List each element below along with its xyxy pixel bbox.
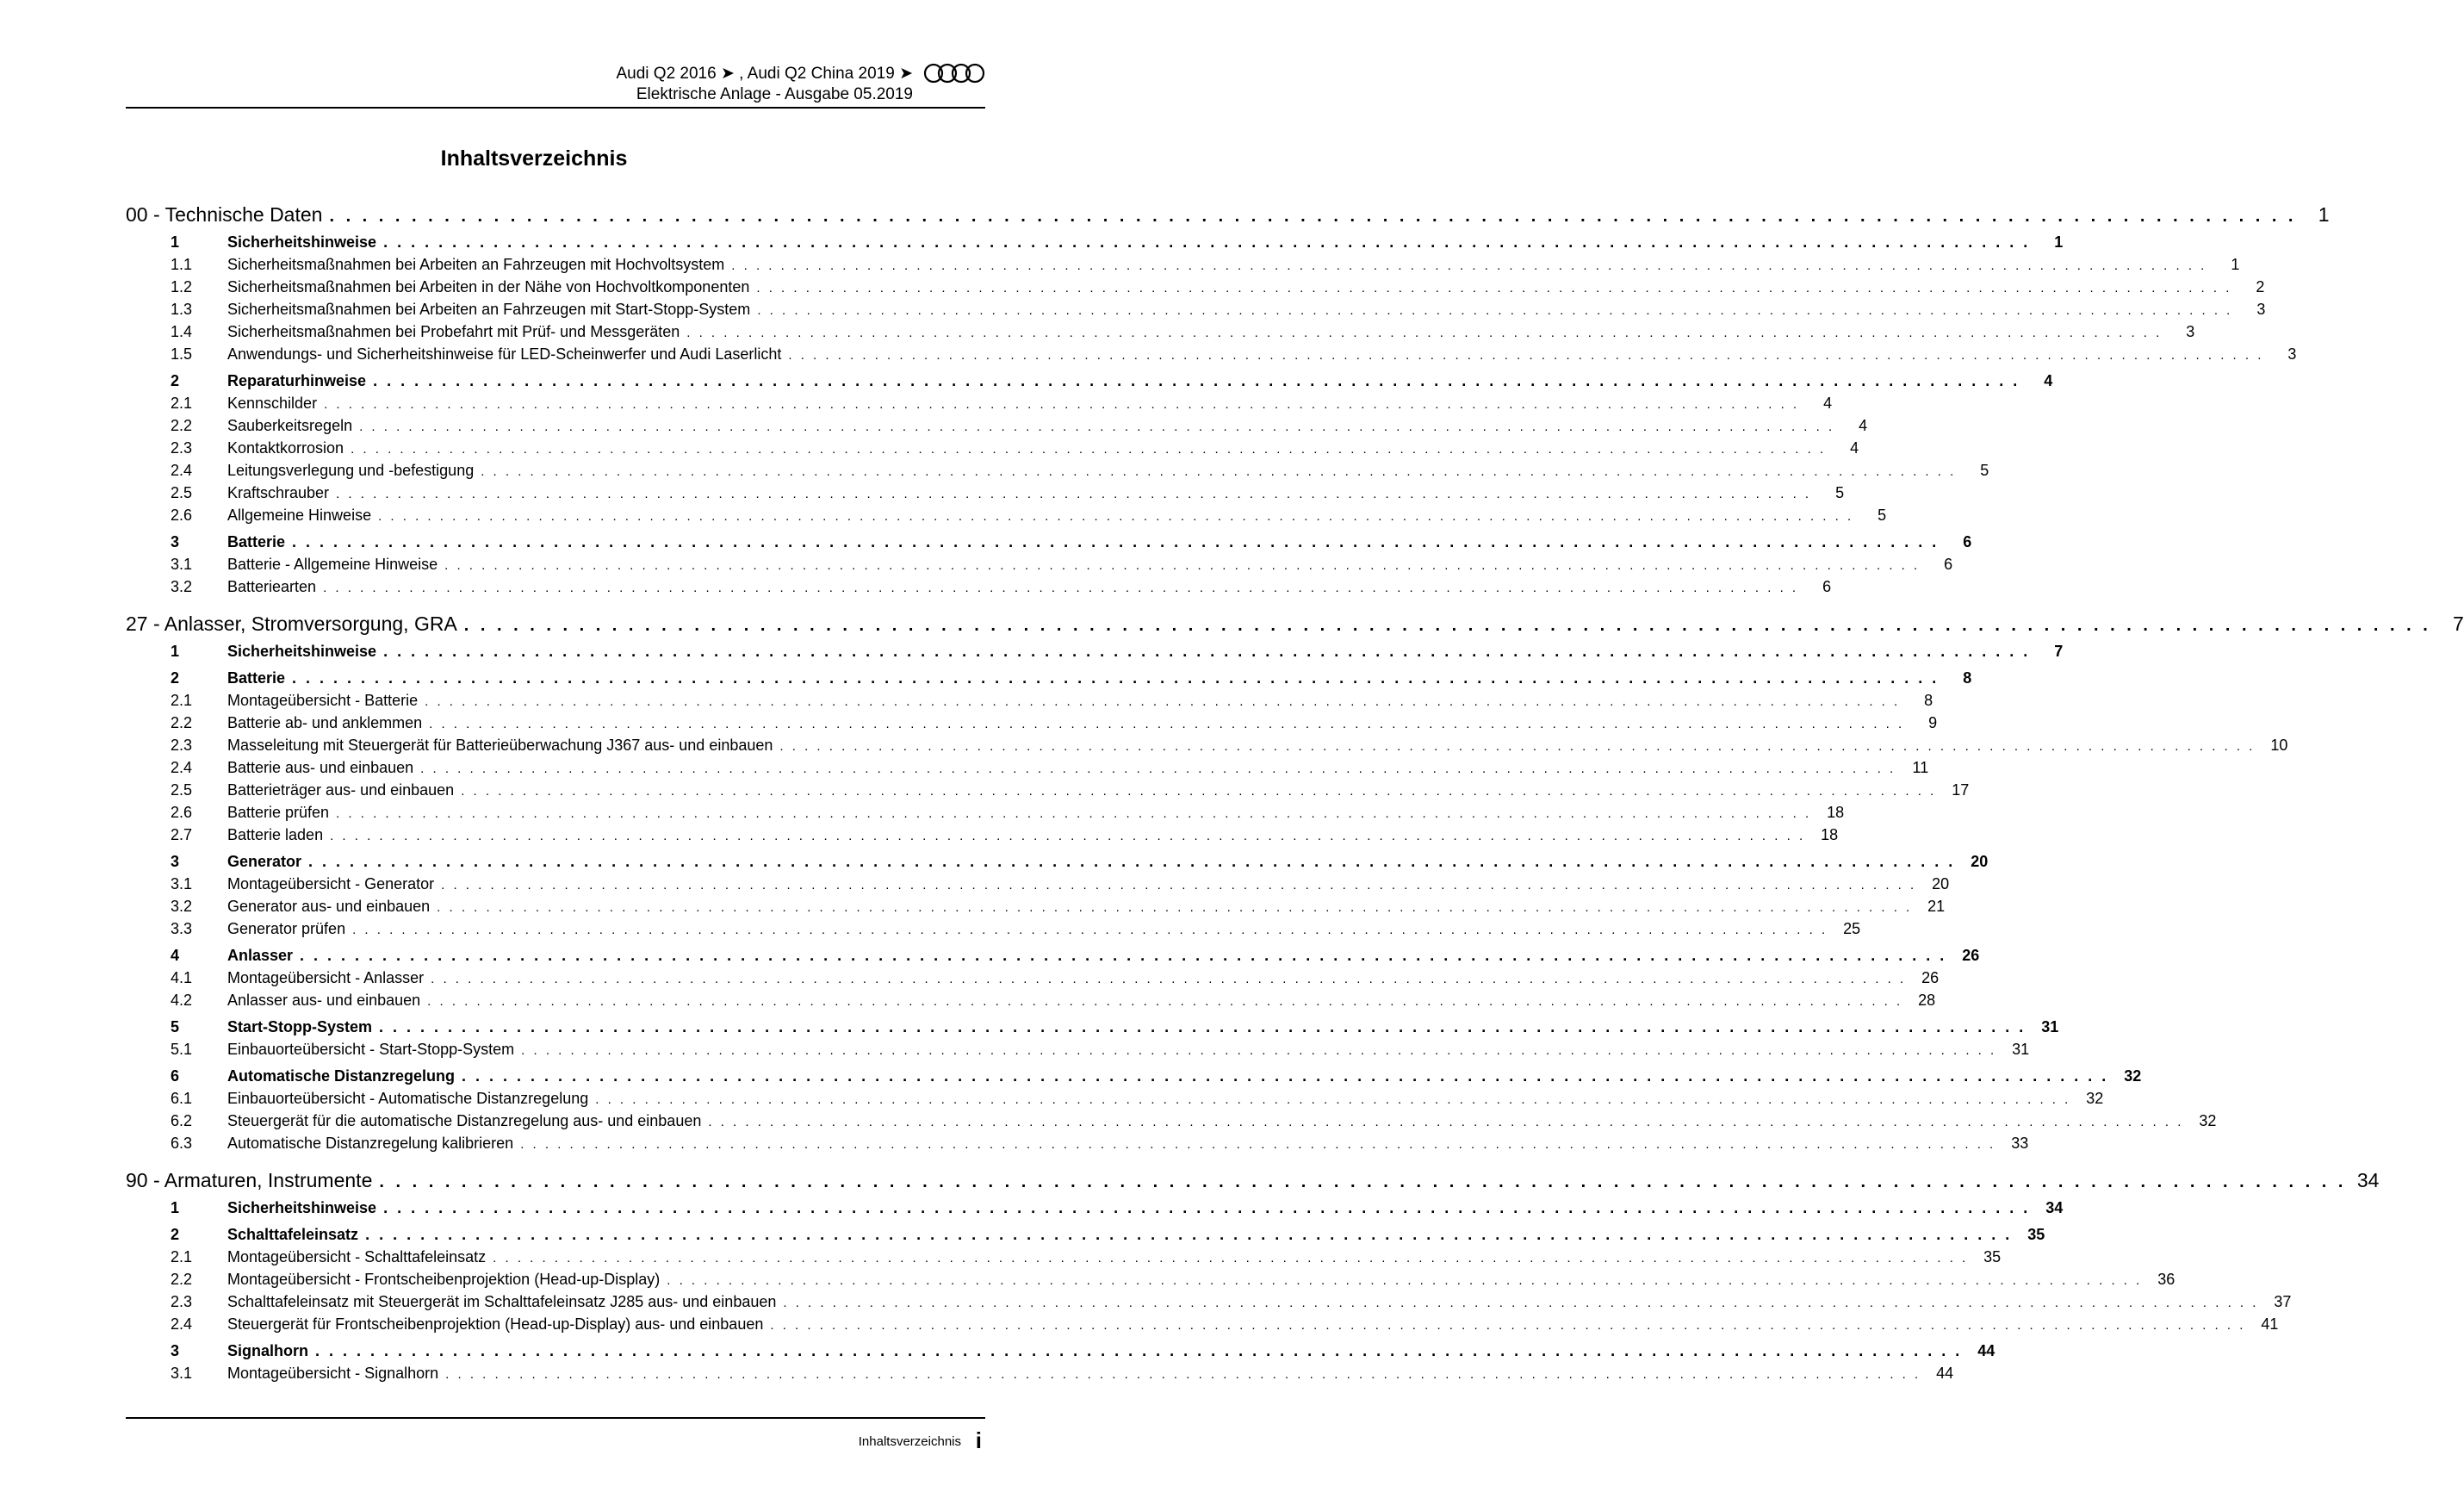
toc-sec-row[interactable] [171,1199,2064,1222]
toc-entry-label: Kontaktkorrosion [227,439,344,457]
dot-leader: . . . . . . . . . . . . . . . . . . . . . . . . . . . . . . . . . . . . . . . . . . . . . . . . . . . . . . . . . . . . . . . . . . . . . . . . . . . . . . . . . . . . . . . . . . . . . . . . . . . . . . . . . . . . . . . . . . . . . . . . [383,233,2031,251]
toc-entry-page: 18 [1827,804,1845,821]
toc-sub-row[interactable] [171,714,1938,737]
toc-sub-row[interactable] [171,781,1970,804]
dot-leader: . . . . . . . . . . . . . . . . . . . . . . . . . . . . . . . . . . . . . . . . . . . . . . . . . . . . . . . . . . . . . . . . . . . . . . . . . . . . . . . . . . . . . . . . . . . . . . . . . . . . . . . . . . . . . . . . . . . . . . . . [462,1067,2109,1085]
toc-entry-label: Montageübersicht - Schalttafeleinsatz [227,1248,487,1265]
toc-entry-label: Schalttafeleinsatz [227,1226,359,1243]
toc-entry-number: 2.1 [171,1248,193,1265]
toc-entry-page: 18 [1821,826,1839,843]
dot-leader: . . . . . . . . . . . . . . . . . . . . . . . . . . . . . . . . . . . . . . . . . . . . . . . . . . . . . . . . . . . . . . . . . . . . . . . . . . . . . . . . . . . . . . . . . . . . . . . . . . . . . . . . . . . . . . . . . . . . . . . . [779,739,2256,754]
dot-leader: . . . . . . . . . . . . . . . . . . . . . . . . . . . . . . . . . . . . . . . . . . . . . . . . . . . . . . . . . . . . . . . . . . . . . . . . . . . . . . . . . . . . . . . . . . . . . . . . . . . . . . . . . . . . . . . . . . . . . . . . [373,372,2020,389]
toc-entry-number: 4 [171,947,180,964]
toc-sub-row[interactable] [171,875,1950,898]
toc-entry-label: Allgemeine Hinweise [227,507,372,524]
toc-entry-page: 21 [1927,898,1946,915]
toc-entry-page: 35 [2027,1226,2045,1243]
toc-entry-label: Batterieträger aus- und einbauen [227,781,455,799]
toc-entry-label: Montageübersicht - Frontscheibenprojektion (Head-up-Display) [227,1271,661,1288]
toc-entry-page: 44 [1936,1365,1954,1382]
dot-leader: . . . . . . . . . . . . . . . . . . . . . . . . . . . . . . . . . . . . . . . . . . . . . . . . . . . . . . . . . . . . . . . . . . . . . . . . . . . . . . . . . . . . . . . . . . . . . . . . . . . . . . . . . . . . . . . . . . . . . . . . [461,784,1937,799]
toc-sub-row[interactable] [171,395,1833,417]
toc-sub-row[interactable] [171,1271,2175,1293]
toc-sub-row[interactable] [171,462,1989,484]
dot-leader: . . . . . . . . . . . . . . . . . . . . . . . . . . . . . . . . . . . . . . . . . . . . . . . . . . . . . . . . . . . . . . . . . . . . . . . . . . . . . . . . . . . . . . . . . . . . . . . . . . . . . . . . . . . . . . . . . . . . . . . . [352,923,1828,937]
toc-entry-number: 2.3 [171,1293,193,1310]
toc-entry-page: 3 [2287,345,2297,363]
dot-leader: . . . . . . . . . . . . . . . . . . . . . . . . . . . . . . . . . . . . . . . . . . . . . . . . . . . . . . . . . . . . . . . . . . . . . . . . . . . . . . . . . . . . . . . . . . . . . . . . . . . . . . . . . . . . . . . . . . . . . . . . [292,669,1940,687]
dot-leader: . . . . . . . . . . . . . . . . . . . . . . . . . . . . . . . . . . . . . . . . . . . . . . . . . . . . . . . . . . . . . . . . . . . . . . . . . . . . . . . . . . . . . . . . . . . . . . . . . . . . . . . . . . . . . . . . . . . . . . . . [383,643,2031,660]
dot-leader: . . . . . . . . . . . . . . . . . . . . . . . . . . . . . . . . . . . . . . . . . . . . . . . . . . . . . . . . . . . . . . . . . . . . . . . . . . . . . . . . . . . . . . . . . . . . . . . . . . . . . . . . . . . . . . . . . . . . . . . . [379,1172,2347,1191]
toc-entry-page: 5 [1980,462,1989,479]
toc-sub-row[interactable] [171,1365,1954,1387]
toc-entry-label: Anlasser [227,947,294,964]
footer-page-number: i [975,1427,982,1453]
toc-entry-number: 6.2 [171,1112,193,1129]
toc-sub-row[interactable] [171,1112,2217,1135]
toc-entry-number: 5.1 [171,1041,193,1058]
dot-leader: . . . . . . . . . . . . . . . . . . . . . . . . . . . . . . . . . . . . . . . . . . . . . . . . . . . . . . . . . . . . . . . . . . . . . . . . . . . . . . . . . . . . . . . . . . . . . . . . . . . . . . . . . . . . . . . . . . . . . . . . [379,1018,2026,1035]
toc-sub-row[interactable] [171,1090,2104,1112]
toc-sub-row[interactable] [171,804,1845,826]
toc-sub-row[interactable] [171,692,1933,714]
toc-entry-label: Anlasser aus- und einbauen [227,992,421,1009]
toc-sec-row[interactable] [171,669,1972,692]
dot-leader: . . . . . . . . . . . . . . . . . . . . . . . . . . . . . . . . . . . . . . . . . . . . . . . . . . . . . . . . . . . . . . . . . . . . . . . . . . . . . . . . . . . . . . . . . . . . . . . . . . . . . . . . . . . . . . . . . . . . . . . . [383,1199,2031,1216]
toc-entry-number: 3 [171,853,180,870]
dot-leader: . . . . . . . . . . . . . . . . . . . . . . . . . . . . . . . . . . . . . . . . . . . . . . . . . . . . . . . . . . . . . . . . . . . . . . . . . . . . . . . . . . . . . . . . . . . . . . . . . . . . . . . . . . . . . . . . . . . . . . . . [329,207,2297,226]
toc-entry-page: 8 [1924,692,1933,709]
dot-leader: . . . . . . . . . . . . . . . . . . . . . . . . . . . . . . . . . . . . . . . . . . . . . . . . . . . . . . . . . . . . . . . . . . . . . . . . . . . . . . . . . . . . . . . . . . . . . . . . . . . . . . . . . . . . . . . . . . . . . . . . [481,464,1957,479]
toc-sub-row[interactable] [171,898,1946,920]
toc-entry-label: Einbauorteübersicht - Automatische Distanzregelung [227,1090,589,1107]
dot-leader: . . . . . . . . . . . . . . . . . . . . . . . . . . . . . . . . . . . . . . . . . . . . . . . . . . . . . . . . . . . . . . . . . . . . . . . . . . . . . . . . . . . . . . . . . . . . . . . . . . . . . . . . . . . . . . . . . . . . . . . . [292,533,1940,550]
toc-sub-row[interactable] [171,301,2266,323]
toc-entry-label: Anwendungs- und Sicherheitshinweise für LED-Scheinwerfer und Audi Laserlicht [227,345,782,363]
page-footer [126,1417,985,1453]
dot-leader: . . . . . . . . . . . . . . . . . . . . . . . . . . . . . . . . . . . . . . . . . . . . . . . . . . . . . . . . . . . . . . . . . . . . . . . . . . . . . . . . . . . . . . . . . . . . . . . . . . . . . . . . . . . . . . . . . . . . . . . . [359,420,1835,434]
toc-entry-label: Sicherheitsmaßnahmen bei Arbeiten an Fahrzeugen mit Hochvoltsystem [227,256,725,273]
dot-leader: . . . . . . . . . . . . . . . . . . . . . . . . . . . . . . . . . . . . . . . . . . . . . . . . . . . . . . . . . . . . . . . . . . . . . . . . . . . . . . . . . . . . . . . . . . . . . . . . . . . . . . . . . . . . . . . . . . . . . . . . [595,1092,2071,1107]
toc-entry-page: 34 [2045,1199,2064,1216]
dot-leader: . . . . . . . . . . . . . . . . . . . . . . . . . . . . . . . . . . . . . . . . . . . . . . . . . . . . . . . . . . . . . . . . . . . . . . . . . . . . . . . . . . . . . . . . . . . . . . . . . . . . . . . . . . . . . . . . . . . . . . . . [323,581,1799,595]
toc-entry-number: 3.1 [171,875,193,892]
toc-sub-row[interactable] [171,345,2297,368]
toc-entry-number: 2.7 [171,826,193,843]
toc-sec-row[interactable] [171,853,1989,875]
toc-entry-page: 3 [2256,301,2266,318]
toc-entry-label: Kennschilder [227,395,318,412]
toc-entry-number: 3.1 [171,1365,193,1382]
toc-entry-number: 4.1 [171,969,193,986]
dot-leader: . . . . . . . . . . . . . . . . . . . . . . . . . . . . . . . . . . . . . . . . . . . . . . . . . . . . . . . . . . . . . . . . . . . . . . . . . . . . . . . . . . . . . . . . . . . . . . . . . . . . . . . . . . . . . . . . . . . . . . . . [425,694,1901,709]
toc-entry-label: 00 - Technische Daten [126,203,323,226]
dot-leader: . . . . . . . . . . . . . . . . . . . . . . . . . . . . . . . . . . . . . . . . . . . . . . . . . . . . . . . . . . . . . . . . . . . . . . . . . . . . . . . . . . . . . . . . . . . . . . . . . . . . . . . . . . . . . . . . . . . . . . . . [463,616,2431,635]
toc-sub-row[interactable] [171,1041,2030,1063]
toc-chapter-row[interactable] [126,612,2464,638]
toc-entry-label: Steuergerät für Frontscheibenprojektion (Head-up-Display) aus- und einbauen [227,1315,764,1333]
toc-entry-number: 2.2 [171,417,193,434]
toc-entry-number: 1 [171,643,180,660]
toc-entry-label: Generator [227,853,302,870]
toc-entry-label: Sicherheitshinweise [227,1199,377,1216]
toc-entry-number: 3 [171,533,180,550]
audi-rings-logo-icon [923,62,985,84]
toc-entry-page: 4 [1850,439,1859,457]
toc-entry-label: Montageübersicht - Generator [227,875,435,892]
toc-entry-label: Automatische Distanzregelung kalibrieren [227,1135,514,1152]
dot-leader: . . . . . . . . . . . . . . . . . . . . . . . . . . . . . . . . . . . . . . . . . . . . . . . . . . . . . . . . . . . . . . . . . . . . . . . . . . . . . . . . . . . . . . . . . . . . . . . . . . . . . . . . . . . . . . . . . . . . . . . . [493,1251,1969,1265]
toc-entry-number: 2.6 [171,804,193,821]
toc-entry-page: 34 [2356,1169,2380,1191]
toc-entry-page: 35 [1983,1248,2002,1265]
toc-entry-label: Batterie [227,533,286,550]
toc-entry-page: 7 [2453,612,2464,635]
toc-entry-page: 6 [1963,533,1972,550]
toc-sub-row[interactable] [171,484,1845,507]
toc-entry-label: Kraftschrauber [227,484,330,501]
toc-entry-number: 2.1 [171,395,193,412]
toc-entry-number: 1 [171,1199,180,1216]
toc-entry-page: 36 [2157,1271,2175,1288]
toc-sec-row[interactable] [171,947,1980,969]
toc-entry-page: 1 [2318,203,2330,226]
toc-sub-row[interactable] [171,578,1832,600]
toc-entry-number: 2.3 [171,737,193,754]
toc-sec-row[interactable] [171,1067,2142,1090]
dot-leader: . . . . . . . . . . . . . . . . . . . . . . . . . . . . . . . . . . . . . . . . . . . . . . . . . . . . . . . . . . . . . . . . . . . . . . . . . . . . . . . . . . . . . . . . . . . . . . . . . . . . . . . . . . . . . . . . . . . . . . . . [788,348,2264,363]
dot-leader: . . . . . . . . . . . . . . . . . . . . . . . . . . . . . . . . . . . . . . . . . . . . . . . . . . . . . . . . . . . . . . . . . . . . . . . . . . . . . . . . . . . . . . . . . . . . . . . . . . . . . . . . . . . . . . . . . . . . . . . . [770,1318,2246,1333]
toc-entry-page: 4 [2044,372,2053,389]
toc-sub-row[interactable] [171,759,1929,781]
toc-entry-page: 32 [2086,1090,2104,1107]
page-title: Inhaltsverzeichnis [440,146,628,171]
toc-entry-label: Sicherheitsmaßnahmen bei Arbeiten an Fahrzeugen mit Start-Stopp-System [227,301,751,318]
toc-entry-page: 41 [2261,1315,2279,1333]
toc-entry-page: 4 [1823,395,1833,412]
toc-sub-row[interactable] [171,1135,2029,1157]
page-header [126,59,985,109]
toc-entry-label: Einbauorteübersicht - Start-Stopp-System [227,1041,515,1058]
toc-entry-label: Generator prüfen [227,920,346,937]
dot-leader: . . . . . . . . . . . . . . . . . . . . . . . . . . . . . . . . . . . . . . . . . . . . . . . . . . . . . . . . . . . . . . . . . . . . . . . . . . . . . . . . . . . . . . . . . . . . . . . . . . . . . . . . . . . . . . . . . . . . . . . . [521,1043,1997,1058]
toc-sub-row[interactable] [171,1248,2002,1271]
toc-entry-label: Signalhorn [227,1342,308,1359]
toc-entry-page: 33 [2011,1135,2029,1152]
toc-entry-number: 3 [171,1342,180,1359]
toc-entry-label: 27 - Anlasser, Stromversorgung, GRA [126,612,457,635]
dot-leader: . . . . . . . . . . . . . . . . . . . . . . . . . . . . . . . . . . . . . . . . . . . . . . . . . . . . . . . . . . . . . . . . . . . . . . . . . . . . . . . . . . . . . . . . . . . . . . . . . . . . . . . . . . . . . . . . . . . . . . . . [351,442,1827,457]
toc-entry-number: 2.6 [171,507,193,524]
toc-entry-label: Montageübersicht - Anlasser [227,969,425,986]
dot-leader: . . . . . . . . . . . . . . . . . . . . . . . . . . . . . . . . . . . . . . . . . . . . . . . . . . . . . . . . . . . . . . . . . . . . . . . . . . . . . . . . . . . . . . . . . . . . . . . . . . . . . . . . . . . . . . . . . . . . . . . . [300,947,1947,964]
toc-sub-row[interactable] [171,507,1887,529]
toc-entry-label: Batterie [227,669,286,687]
toc-entry-number: 1.3 [171,301,193,318]
toc-entry-label: Generator aus- und einbauen [227,898,431,915]
dot-leader: . . . . . . . . . . . . . . . . . . . . . . . . . . . . . . . . . . . . . . . . . . . . . . . . . . . . . . . . . . . . . . . . . . . . . . . . . . . . . . . . . . . . . . . . . . . . . . . . . . . . . . . . . . . . . . . . . . . . . . . . [520,1137,1996,1152]
toc-entry-page: 44 [1977,1342,1995,1359]
dot-leader: . . . . . . . . . . . . . . . . . . . . . . . . . . . . . . . . . . . . . . . . . . . . . . . . . . . . . . . . . . . . . . . . . . . . . . . . . . . . . . . . . . . . . . . . . . . . . . . . . . . . . . . . . . . . . . . . . . . . . . . . [437,900,1913,915]
toc-entry-number: 3.1 [171,556,193,573]
dot-leader: . . . . . . . . . . . . . . . . . . . . . . . . . . . . . . . . . . . . . . . . . . . . . . . . . . . . . . . . . . . . . . . . . . . . . . . . . . . . . . . . . . . . . . . . . . . . . . . . . . . . . . . . . . . . . . . . . . . . . . . . [336,806,1812,821]
toc-sub-row[interactable] [171,556,1953,578]
toc-entry-label: Batterie - Allgemeine Hinweise [227,556,438,573]
toc-entry-number: 1.5 [171,345,193,363]
dot-leader: . . . . . . . . . . . . . . . . . . . . . . . . . . . . . . . . . . . . . . . . . . . . . . . . . . . . . . . . . . . . . . . . . . . . . . . . . . . . . . . . . . . . . . . . . . . . . . . . . . . . . . . . . . . . . . . . . . . . . . . . [783,1296,2259,1310]
table-of-contents [126,203,2464,1387]
toc-entry-page: 26 [1962,947,1980,964]
toc-entry-number: 2.4 [171,1315,193,1333]
toc-entry-page: 5 [1835,484,1845,501]
toc-sub-row[interactable] [171,1315,2279,1338]
dot-leader: . . . . . . . . . . . . . . . . . . . . . . . . . . . . . . . . . . . . . . . . . . . . . . . . . . . . . . . . . . . . . . . . . . . . . . . . . . . . . . . . . . . . . . . . . . . . . . . . . . . . . . . . . . . . . . . . . . . . . . . . [330,829,1806,843]
toc-entry-number: 2 [171,669,180,687]
toc-sec-row[interactable] [171,1018,2059,1041]
dot-leader: . . . . . . . . . . . . . . . . . . . . . . . . . . . . . . . . . . . . . . . . . . . . . . . . . . . . . . . . . . . . . . . . . . . . . . . . . . . . . . . . . . . . . . . . . . . . . . . . . . . . . . . . . . . . . . . . . . . . . . . . [445,1367,1921,1382]
toc-entry-label: Montageübersicht - Signalhorn [227,1365,439,1382]
toc-entry-label: Batterie prüfen [227,804,330,821]
dot-leader: . . . . . . . . . . . . . . . . . . . . . . . . . . . . . . . . . . . . . . . . . . . . . . . . . . . . . . . . . . . . . . . . . . . . . . . . . . . . . . . . . . . . . . . . . . . . . . . . . . . . . . . . . . . . . . . . . . . . . . . . [708,1115,2184,1129]
toc-entry-label: Montageübersicht - Batterie [227,692,419,709]
toc-entry-page: 3 [2186,323,2195,340]
toc-sub-row[interactable] [171,920,1861,942]
toc-entry-number: 1.1 [171,256,193,273]
toc-entry-number: 3.2 [171,578,193,595]
toc-entry-label: 90 - Armaturen, Instrumente [126,1169,373,1191]
toc-entry-label: Batterie aus- und einbauen [227,759,414,776]
toc-entry-page: 6 [1944,556,1953,573]
toc-entry-page: 9 [1928,714,1938,731]
toc-entry-page: 7 [2054,643,2064,660]
toc-entry-number: 4.2 [171,992,193,1009]
toc-entry-label: Batteriearten [227,578,317,595]
toc-sec-row[interactable] [171,1226,2045,1248]
dot-leader: . . . . . . . . . . . . . . . . . . . . . . . . . . . . . . . . . . . . . . . . . . . . . . . . . . . . . . . . . . . . . . . . . . . . . . . . . . . . . . . . . . . . . . . . . . . . . . . . . . . . . . . . . . . . . . . . . . . . . . . . [444,558,1921,573]
dot-leader: . . . . . . . . . . . . . . . . . . . . . . . . . . . . . . . . . . . . . . . . . . . . . . . . . . . . . . . . . . . . . . . . . . . . . . . . . . . . . . . . . . . . . . . . . . . . . . . . . . . . . . . . . . . . . . . . . . . . . . . . [667,1273,2143,1288]
dot-leader: . . . . . . . . . . . . . . . . . . . . . . . . . . . . . . . . . . . . . . . . . . . . . . . . . . . . . . . . . . . . . . . . . . . . . . . . . . . . . . . . . . . . . . . . . . . . . . . . . . . . . . . . . . . . . . . . . . . . . . . . [308,853,1956,870]
toc-entry-number: 2 [171,1226,180,1243]
toc-sec-row[interactable] [171,643,2064,665]
toc-entry-page: 20 [1932,875,1950,892]
toc-sec-row[interactable] [171,233,2064,256]
toc-entry-label: Sauberkeitsregeln [227,417,353,434]
toc-sec-row[interactable] [171,372,2053,395]
toc-chapter-row[interactable] [126,203,2330,229]
toc-entry-label: Sicherheitshinweise [227,233,377,251]
toc-entry-page: 26 [1921,969,1940,986]
toc-sub-row[interactable] [171,992,1936,1014]
toc-entry-number: 6.3 [171,1135,193,1152]
toc-entry-label: Sicherheitshinweise [227,643,377,660]
toc-entry-number: 2.4 [171,759,193,776]
header-vehicle-line: Audi Q2 2016 ➤ , Audi Q2 China 2019 ➤ [616,65,913,83]
dot-leader: . . . . . . . . . . . . . . . . . . . . . . . . . . . . . . . . . . . . . . . . . . . . . . . . . . . . . . . . . . . . . . . . . . . . . . . . . . . . . . . . . . . . . . . . . . . . . . . . . . . . . . . . . . . . . . . . . . . . . . . . [315,1342,1963,1359]
toc-entry-number: 1 [171,233,180,251]
header-edition-line: Elektrische Anlage - Ausgabe 05.2019 [636,85,913,103]
toc-entry-page: 37 [2274,1293,2292,1310]
dot-leader: . . . . . . . . . . . . . . . . . . . . . . . . . . . . . . . . . . . . . . . . . . . . . . . . . . . . . . . . . . . . . . . . . . . . . . . . . . . . . . . . . . . . . . . . . . . . . . . . . . . . . . . . . . . . . . . . . . . . . . . . [420,762,1896,776]
toc-entry-number: 3.2 [171,898,193,915]
toc-entry-page: 6 [1822,578,1832,595]
toc-entry-page: 20 [1971,853,1989,870]
toc-entry-label: Leitungsverlegung und -befestigung [227,462,475,479]
toc-entry-label: Steuergerät für die automatische Distanzregelung aus- und einbauen [227,1112,702,1129]
toc-entry-number: 2 [171,372,180,389]
toc-entry-number: 1.2 [171,278,193,295]
toc-entry-number: 2.5 [171,781,193,799]
toc-entry-number: 2.2 [171,714,193,731]
toc-entry-label: Sicherheitsmaßnahmen bei Arbeiten in der Nähe von Hochvoltkomponenten [227,278,750,295]
toc-entry-number: 2.5 [171,484,193,501]
toc-sub-row[interactable] [171,323,2195,345]
toc-entry-page: 31 [2012,1041,2030,1058]
dot-leader: . . . . . . . . . . . . . . . . . . . . . . . . . . . . . . . . . . . . . . . . . . . . . . . . . . . . . . . . . . . . . . . . . . . . . . . . . . . . . . . . . . . . . . . . . . . . . . . . . . . . . . . . . . . . . . . . . . . . . . . . [324,397,1800,412]
dot-leader: . . . . . . . . . . . . . . . . . . . . . . . . . . . . . . . . . . . . . . . . . . . . . . . . . . . . . . . . . . . . . . . . . . . . . . . . . . . . . . . . . . . . . . . . . . . . . . . . . . . . . . . . . . . . . . . . . . . . . . . . [686,326,2163,340]
dot-leader: . . . . . . . . . . . . . . . . . . . . . . . . . . . . . . . . . . . . . . . . . . . . . . . . . . . . . . . . . . . . . . . . . . . . . . . . . . . . . . . . . . . . . . . . . . . . . . . . . . . . . . . . . . . . . . . . . . . . . . . . [378,509,1854,524]
toc-entry-page: 28 [1918,992,1936,1009]
toc-sub-row[interactable] [171,737,2288,759]
dot-leader: . . . . . . . . . . . . . . . . . . . . . . . . . . . . . . . . . . . . . . . . . . . . . . . . . . . . . . . . . . . . . . . . . . . . . . . . . . . . . . . . . . . . . . . . . . . . . . . . . . . . . . . . . . . . . . . . . . . . . . . . [427,994,1903,1009]
toc-entry-number: 6 [171,1067,180,1085]
toc-entry-page: 5 [1877,507,1887,524]
toc-entry-number: 1.4 [171,323,193,340]
toc-entry-label: Sicherheitsmaßnahmen bei Probefahrt mit Prüf- und Messgeräten [227,323,680,340]
toc-sub-row[interactable] [171,1293,2292,1315]
toc-entry-label: Batterie laden [227,826,324,843]
toc-entry-page: 2 [2256,278,2265,295]
toc-entry-label: Start-Stopp-System [227,1018,373,1035]
toc-entry-page: 1 [2231,256,2240,273]
toc-entry-page: 4 [1859,417,1868,434]
toc-entry-page: 32 [2199,1112,2217,1129]
toc-sub-row[interactable] [171,256,2240,278]
dot-leader: . . . . . . . . . . . . . . . . . . . . . . . . . . . . . . . . . . . . . . . . . . . . . . . . . . . . . . . . . . . . . . . . . . . . . . . . . . . . . . . . . . . . . . . . . . . . . . . . . . . . . . . . . . . . . . . . . . . . . . . . [756,281,2232,295]
toc-entry-page: 1 [2054,233,2064,251]
toc-sub-row[interactable] [171,417,1868,439]
dot-leader: . . . . . . . . . . . . . . . . . . . . . . . . . . . . . . . . . . . . . . . . . . . . . . . . . . . . . . . . . . . . . . . . . . . . . . . . . . . . . . . . . . . . . . . . . . . . . . . . . . . . . . . . . . . . . . . . . . . . . . . . [365,1226,2013,1243]
toc-sub-row[interactable] [171,826,1839,849]
toc-entry-label: Reparaturhinweise [227,372,367,389]
dot-leader: . . . . . . . . . . . . . . . . . . . . . . . . . . . . . . . . . . . . . . . . . . . . . . . . . . . . . . . . . . . . . . . . . . . . . . . . . . . . . . . . . . . . . . . . . . . . . . . . . . . . . . . . . . . . . . . . . . . . . . . . [441,878,1917,892]
toc-sub-row[interactable] [171,278,2265,301]
dot-leader: . . . . . . . . . . . . . . . . . . . . . . . . . . . . . . . . . . . . . . . . . . . . . . . . . . . . . . . . . . . . . . . . . . . . . . . . . . . . . . . . . . . . . . . . . . . . . . . . . . . . . . . . . . . . . . . . . . . . . . . . [429,717,1905,731]
toc-chapter-row[interactable] [126,1169,2380,1195]
toc-entry-page: 32 [2124,1067,2142,1085]
toc-entry-page: 17 [1952,781,1970,799]
toc-entry-number: 2.3 [171,439,193,457]
toc-entry-number: 6.1 [171,1090,193,1107]
toc-sub-row[interactable] [171,969,1940,992]
toc-entry-label: Automatische Distanzregelung [227,1067,456,1085]
dot-leader: . . . . . . . . . . . . . . . . . . . . . . . . . . . . . . . . . . . . . . . . . . . . . . . . . . . . . . . . . . . . . . . . . . . . . . . . . . . . . . . . . . . . . . . . . . . . . . . . . . . . . . . . . . . . . . . . . . . . . . . . [731,258,2207,273]
dot-leader: . . . . . . . . . . . . . . . . . . . . . . . . . . . . . . . . . . . . . . . . . . . . . . . . . . . . . . . . . . . . . . . . . . . . . . . . . . . . . . . . . . . . . . . . . . . . . . . . . . . . . . . . . . . . . . . . . . . . . . . . [757,303,2233,318]
toc-entry-number: 2.1 [171,692,193,709]
toc-entry-page: 25 [1843,920,1861,937]
toc-sub-row[interactable] [171,439,1859,462]
toc-entry-number: 3.3 [171,920,193,937]
toc-entry-label: Schalttafeleinsatz mit Steuergerät im Schalttafeleinsatz J285 aus- und einbauen [227,1293,777,1310]
dot-leader: . . . . . . . . . . . . . . . . . . . . . . . . . . . . . . . . . . . . . . . . . . . . . . . . . . . . . . . . . . . . . . . . . . . . . . . . . . . . . . . . . . . . . . . . . . . . . . . . . . . . . . . . . . . . . . . . . . . . . . . . [336,487,1812,501]
toc-entry-label: Batterie ab- und anklemmen [227,714,423,731]
toc-entry-number: 2.2 [171,1271,193,1288]
toc-entry-number: 2.4 [171,462,193,479]
toc-sec-row[interactable] [171,1342,1995,1365]
footer-title: Inhaltsverzeichnis [858,1434,961,1449]
header-text [616,64,913,105]
toc-entry-page: 31 [2041,1018,2059,1035]
toc-sec-row[interactable] [171,533,1972,556]
dot-leader: . . . . . . . . . . . . . . . . . . . . . . . . . . . . . . . . . . . . . . . . . . . . . . . . . . . . . . . . . . . . . . . . . . . . . . . . . . . . . . . . . . . . . . . . . . . . . . . . . . . . . . . . . . . . . . . . . . . . . . . . [431,972,1907,986]
toc-entry-number: 5 [171,1018,180,1035]
toc-entry-label: Masseleitung mit Steuergerät für Batterieüberwachung J367 aus- und einbauen [227,737,773,754]
toc-entry-page: 11 [1912,759,1929,776]
toc-entry-page: 10 [2270,737,2288,754]
toc-entry-page: 8 [1963,669,1972,687]
